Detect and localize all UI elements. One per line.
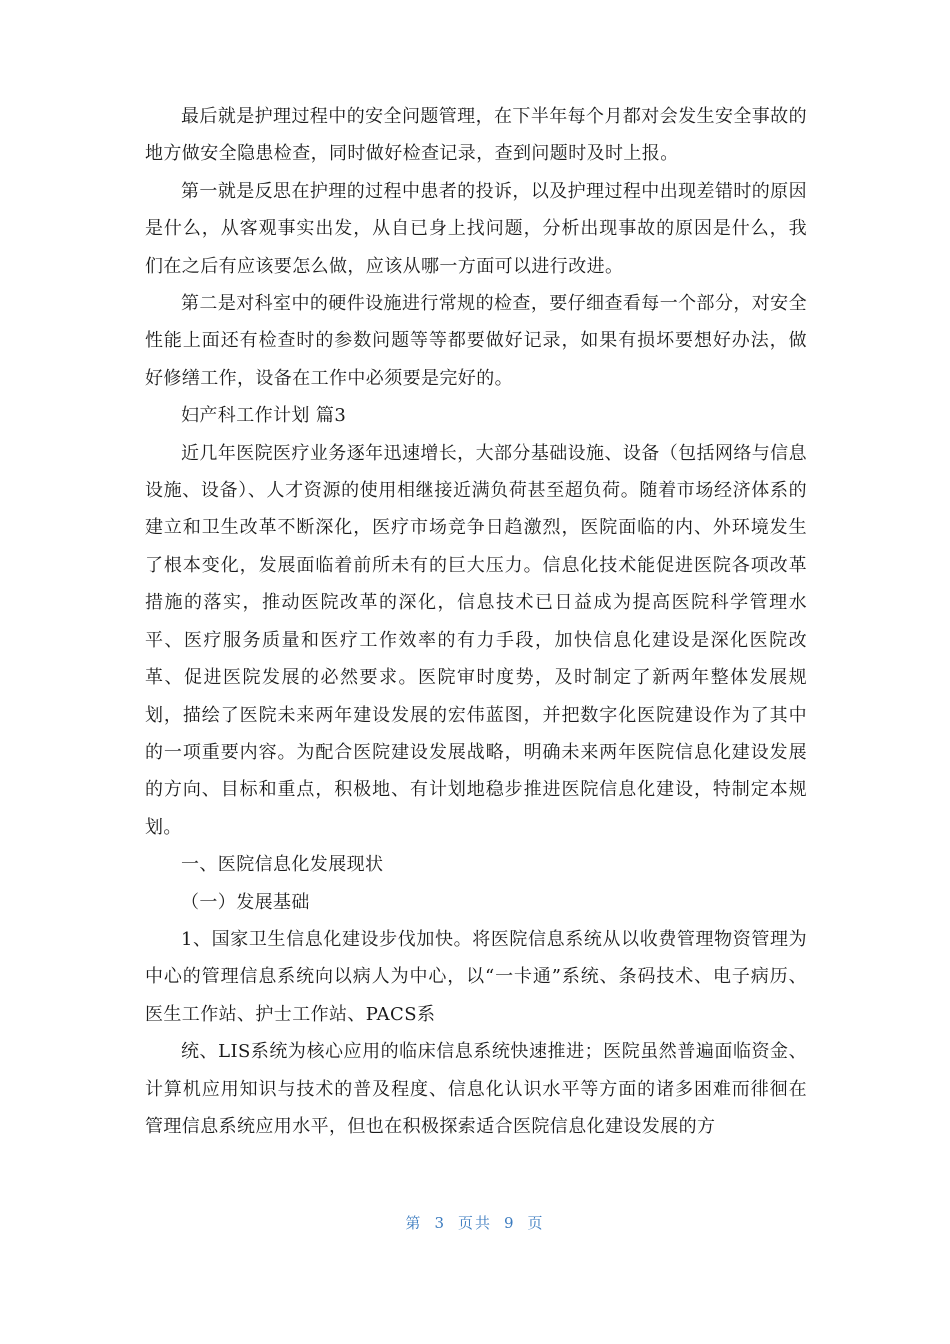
current-page-number: 3 <box>434 1214 446 1232</box>
page-footer <box>0 1212 950 1233</box>
paragraph: 最后就是护理过程中的安全问题管理，在下半年每个月都对会发生安全事故的地方做安全隐患检查，同时做好检查记录，查到问题时及时上报。 <box>145 106 807 165</box>
total-pages-number: 9 <box>504 1214 516 1232</box>
footer-label: 页共 <box>457 1214 492 1232</box>
footer-label: 第 <box>405 1214 423 1232</box>
section-heading: 一、医院信息化发展现状 <box>181 854 384 876</box>
paragraph: 近几年医院医疗业务逐年迅速增长，大部分基础设施、设备（包括网络与信息设施、设备）、人才资源的使用相继接近满负荷甚至超负荷。随着市场经济体系的建立和卫生改革不断深化，医疗市场竞争日趋激烈，医院面临的内、外环境发生了根本变化，发展面临着前所未有的巨大压力。信息化技术能促进医院各项改革措施的落实，推动医院改革的深化，信息技术已日益成为提高医院科学管理水平、医疗服务质量和医疗工作效率的有力手段，加快信息化建设是深化医院改革、促进医院发展的必然要求。医院审时度势，及时制定了新两年整体发展规划，描绘了医院未来两年建设发展的宏伟蓝图，并把数字化医院建设作为了其中的一项重要内容。为配合医院建设发展战略，明确未来两年医院信息化建设发展的方向、目标和重点，积极地、有计划地稳步推进医院信息化建设，特制定本规划。 <box>145 442 807 838</box>
paragraph: 统、LIS系统为核心应用的临床信息系统快速推进；医院虽然普遍面临资金、计算机应用知识与技术的普及程度、信息化认识水平等方面的诸多困难而徘徊在管理信息系统应用水平，但也在积极探索适合医院信息化建设发展的方 <box>145 1041 807 1137</box>
subsection-heading: （一）发展基础 <box>181 891 310 913</box>
paragraph: 第二是对科室中的硬件设施进行常规的检查，要仔细查看每一个部分，对安全性能上面还有检查时的参数问题等等都要做好记录，如果有损坏要想好办法，做好修缮工作，设备在工作中必须要是完好的。 <box>145 293 807 389</box>
section-heading: 妇产科工作计划 篇3 <box>181 405 347 427</box>
paragraph: 第一就是反思在护理的过程中患者的投诉，以及护理过程中出现差错时的原因是什么，从客观事实出发，从自已身上找问题，分析出现事故的原因是什么，我们在之后有应该要怎么做，应该从哪一方面可以进行改进。 <box>145 180 807 277</box>
footer-label: 页 <box>527 1214 545 1232</box>
document-body <box>145 98 807 1145</box>
paragraph: 1、国家卫生信息化建设步伐加快。将医院信息系统从以收费管理物资管理为中心的管理信息系统向以病人为中心，以“一卡通”系统、条码技术、电子病历、医生工作站、护士工作站、PACS系 <box>145 928 807 1025</box>
